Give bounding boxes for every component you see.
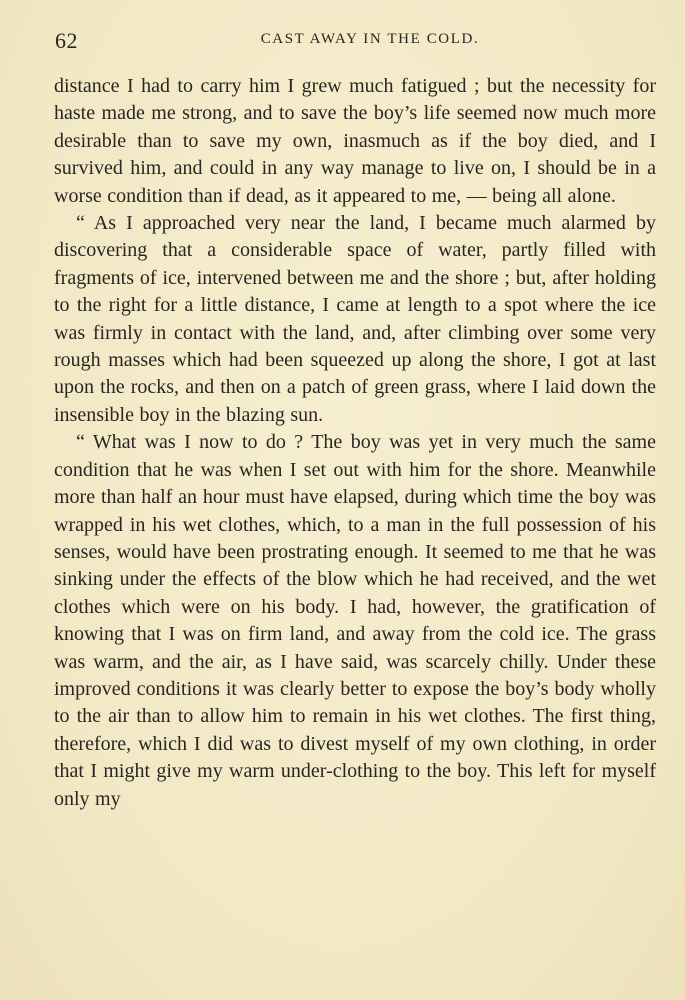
paragraph-continued: distance I had to carry him I grew much fatigued ; but the necessity for haste made me strong, and to save the boy’s life seemed now much more desirable than to save my own, inasmuch as if the boy died, and I survived him, and could in any way manage to live on, I should be in a worse condition than if dead, as it appeared to me, — being all alone. (54, 75, 656, 207)
paragraph-approach: “ As I approached very near the land, I became much alarmed by discovering that a considerable space of water, partly filled with fragments of ice, intervened between me and the shore ; but, after holding to the right for a little distance, I came at length to a spot where the ice was firmly in contact with the land, and, after climbing over some very rough masses which had been squeezed up along the shore, I got at last upon the rocks, and then on a patch of green grass, where I laid down the insensible boy in the blazing sun. (54, 212, 656, 426)
paragraph-what-to-do: “ What was I now to do ? The boy was yet in very much the same condition that he was when I set out with him for the shore. Meanwhile more than half an hour must have elapsed, during which time the boy was wrapped in his wet clothes, which, to a man in the full possession of his senses, would have been prostrating enough. It seemed to me that he was sinking under the effects of the blow which he had received, and the wet clothes which were on his body. I had, however, the gratification of knowing that I was on firm land, and away from the cold ice. The grass was warm, and the air, as I have said, was scarcely chilly. Under these improved conditions it was clearly better to expose the boy’s body wholly to the air than to allow him to remain in his wet clothes. The first thing, therefore, which I did was to divest myself of my own clothing, in order that I might give my warm under-clothing to the boy. This left for myself only my (54, 431, 656, 810)
page-header (55, 28, 655, 54)
page-number: 62 (55, 28, 78, 53)
body-text (54, 73, 656, 813)
running-title: CAST AWAY IN THE COLD. (260, 31, 480, 47)
